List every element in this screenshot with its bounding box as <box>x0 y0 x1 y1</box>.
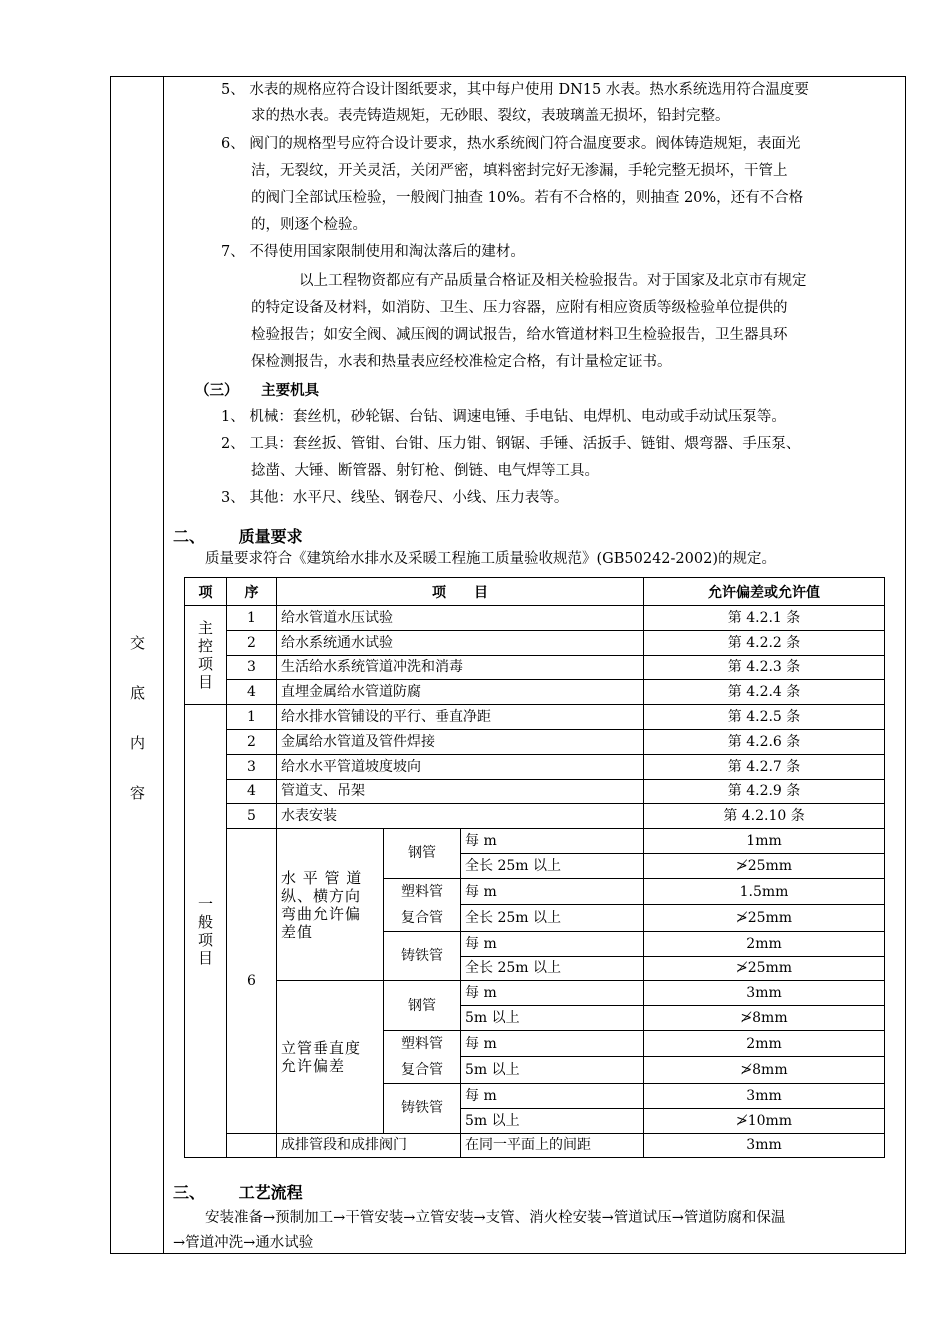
row-scope: 在同一平面上的间距 <box>461 1133 644 1158</box>
tools-item-3: 3、 其他：水平尺、线坠、钢卷尺、小线、压力表等。 <box>221 490 569 506</box>
pipe-type-line: 复合管 <box>401 909 443 926</box>
pipe-type-steel: 钢管 <box>384 829 461 879</box>
pipe-type-steel: 钢管 <box>384 981 461 1031</box>
side-label-char: 交 <box>129 634 145 652</box>
material-item-6-line: 的，则逐个检验。 <box>251 217 367 233</box>
row-number: 3 <box>227 754 277 779</box>
pipe-type-plastic-composite <box>384 878 461 931</box>
row-value: 第 4.2.6 条 <box>644 729 885 754</box>
row-scope: 5m 以上 <box>461 1057 644 1084</box>
process-flow-line: →管道冲洗→通水试验 <box>173 1235 314 1251</box>
row-item: 给水管道水压试验 <box>277 606 644 631</box>
quality-heading-text: 质量要求 <box>238 527 303 546</box>
process-heading-number: 三、 <box>173 1183 206 1202</box>
row-value: 2mm <box>644 931 885 956</box>
table-row <box>185 705 885 730</box>
row-scope: 每 m <box>461 1030 644 1057</box>
row-number: 2 <box>227 729 277 754</box>
disclosure-frame <box>110 76 906 1254</box>
table-row <box>185 1133 885 1158</box>
row-scope: 5m 以上 <box>461 1006 644 1031</box>
side-label-char: 内 <box>129 734 145 752</box>
tools-item-2-line: 捻凿、大锤、断管器、射钉枪、倒链、电气焊等工具。 <box>251 463 599 479</box>
quality-table <box>184 577 885 1158</box>
row-item: 给水水平管道坡度坡向 <box>277 754 644 779</box>
row-number: 4 <box>227 779 277 804</box>
row-item: 管道支、吊架 <box>277 779 644 804</box>
table-row <box>185 779 885 804</box>
general-label-char: 目 <box>197 949 213 968</box>
row-scope: 每 m <box>461 829 644 854</box>
main-label-char: 目 <box>197 673 213 692</box>
row-item: 直埋金属给水管道防腐 <box>277 680 644 705</box>
row-scope: 每 m <box>461 931 644 956</box>
pipe-type-plastic-composite <box>384 1030 461 1083</box>
row-item: 生活给水系统管道冲洗和消毒 <box>277 655 644 680</box>
side-label-column <box>111 77 164 1253</box>
header-category: 项 <box>185 578 227 606</box>
pipe-type-line: 塑料管 <box>401 883 443 900</box>
header-item: 项 目 <box>277 578 644 606</box>
label-line: 纵、横方向 <box>281 886 362 905</box>
horizontal-deviation-label <box>277 829 384 981</box>
table-row <box>185 829 885 854</box>
general-label-char: 项 <box>197 931 213 950</box>
tools-heading-number: （三） <box>195 383 239 399</box>
material-note-line: 检验报告；如安全阀、减压阀的调试报告，给水管道材料卫生检验报告，卫生器具环 <box>251 327 788 343</box>
main-label-char: 项 <box>197 655 213 674</box>
side-label-char: 容 <box>129 784 145 802</box>
row-scope: 5m 以上 <box>461 1108 644 1133</box>
main-control-label <box>185 606 227 705</box>
tools-heading <box>195 381 319 401</box>
table-row <box>185 680 885 705</box>
label-line: 弯曲允许偏 <box>281 904 362 923</box>
vertical-deviation-label <box>277 981 384 1133</box>
material-item-6-line: 的阀门全部试压检验，一般阀门抽查 10%。若有不合格的，则抽查 20%，还有不合格 <box>251 190 804 206</box>
material-note-line: 的特定设备及材料，如消防、卫生、压力容器，应附有相应资质等级检验单位提供的 <box>251 300 788 316</box>
main-label-char: 主 <box>197 619 213 638</box>
row-value: 3mm <box>644 1083 885 1108</box>
row-value: ≯25mm <box>644 853 885 878</box>
row-scope: 全长 25m 以上 <box>461 956 644 981</box>
row-value: 2mm <box>644 1030 885 1057</box>
row-value: 第 4.2.2 条 <box>644 630 885 655</box>
row-value: 1mm <box>644 829 885 854</box>
row-value: ≯8mm <box>644 1006 885 1031</box>
row-number: 5 <box>227 804 277 829</box>
item-6-number: 6 <box>227 829 277 1133</box>
material-item-5-line: 5、 水表的规格应符合设计图纸要求，其中每户使用 DN15 水表。热水系统选用符合温度要 <box>221 82 809 98</box>
general-items-label <box>185 705 227 1158</box>
row-item: 金属给水管道及管件焊接 <box>277 729 644 754</box>
pipe-type-cast-iron: 铸铁管 <box>384 1083 461 1133</box>
table-row <box>185 655 885 680</box>
side-label-char: 底 <box>129 684 145 702</box>
row-value: 第 4.2.3 条 <box>644 655 885 680</box>
row-value: 第 4.2.4 条 <box>644 680 885 705</box>
pipe-type-line: 塑料管 <box>401 1035 443 1052</box>
table-header-row <box>185 578 885 606</box>
disclosure-content <box>165 77 905 1253</box>
label-line: 水 平 管 道 <box>281 868 363 887</box>
quality-heading <box>173 524 303 547</box>
row-number: 1 <box>227 606 277 631</box>
general-label-char: 般 <box>197 913 213 932</box>
material-item-5-line: 求的热水表。表壳铸造规矩，无砂眼、裂纹，表玻璃盖无损坏，铅封完整。 <box>251 108 730 124</box>
quality-heading-number: 二、 <box>173 527 206 546</box>
tools-heading-text: 主要机具 <box>261 383 320 399</box>
row-number: 3 <box>227 655 277 680</box>
row-value: 1.5mm <box>644 878 885 905</box>
row-value: 第 4.2.1 条 <box>644 606 885 631</box>
row-number <box>227 1133 277 1158</box>
row-scope: 全长 25m 以上 <box>461 853 644 878</box>
general-label-char: 一 <box>197 895 213 914</box>
material-note-line: 保检测报告，水表和热量表应经校准检定合格，有计量检定证书。 <box>251 354 672 370</box>
table-row <box>185 630 885 655</box>
pipe-type-cast-iron: 铸铁管 <box>384 931 461 981</box>
table-row <box>185 754 885 779</box>
row-scope: 每 m <box>461 878 644 905</box>
header-tolerance: 允许偏差或允许值 <box>644 578 885 606</box>
row-item: 给水排水管铺设的平行、垂直净距 <box>277 705 644 730</box>
table-row <box>185 729 885 754</box>
main-label-char: 控 <box>197 637 213 656</box>
row-value: ≯25mm <box>644 956 885 981</box>
row-value: 第 4.2.10 条 <box>644 804 885 829</box>
row-value: ≯10mm <box>644 1108 885 1133</box>
row-number: 1 <box>227 705 277 730</box>
label-line: 差值 <box>281 922 314 941</box>
row-value: 3mm <box>644 1133 885 1158</box>
process-heading-text: 工艺流程 <box>238 1183 303 1202</box>
material-note-line: 以上工程物资都应有产品质量合格证及相关检验报告。对于国家及北京市有规定 <box>299 273 807 289</box>
label-line: 允许偏差 <box>281 1056 346 1075</box>
row-value: 3mm <box>644 981 885 1006</box>
row-number: 4 <box>227 680 277 705</box>
process-heading <box>173 1180 303 1203</box>
row-value: ≯25mm <box>644 905 885 932</box>
table-row <box>185 804 885 829</box>
row-item: 成排管段和成排阀门 <box>277 1133 461 1158</box>
row-value: 第 4.2.7 条 <box>644 754 885 779</box>
material-item-7: 7、 不得使用国家限制使用和淘汰落后的建材。 <box>221 244 525 260</box>
row-value: 第 4.2.9 条 <box>644 779 885 804</box>
label-line: 立管垂直度 <box>281 1038 362 1057</box>
row-scope: 全长 25m 以上 <box>461 905 644 932</box>
row-number: 2 <box>227 630 277 655</box>
row-item: 水表安装 <box>277 804 644 829</box>
header-number: 序 <box>227 578 277 606</box>
material-item-6-line: 6、 阀门的规格型号应符合设计要求，热水系统阀门符合温度要求。阀体铸造规矩，表面光 <box>221 136 801 152</box>
row-scope: 每 m <box>461 981 644 1006</box>
row-value: 第 4.2.5 条 <box>644 705 885 730</box>
row-scope: 每 m <box>461 1083 644 1108</box>
row-value: ≯8mm <box>644 1057 885 1084</box>
material-item-6-line: 洁，无裂纹，开关灵活，关闭严密，填料密封完好无渗漏，手轮完整无损坏，干管上 <box>251 163 788 179</box>
tools-item-2-line: 2、 工具：套丝扳、管钳、台钳、压力钳、钢锯、手锤、活扳手、链钳、煨弯器、手压泵、 <box>221 436 801 452</box>
quality-intro: 质量要求符合《建筑给水排水及采暖工程施工质量验收规范》(GB50242-2002)的规定。 <box>205 551 776 567</box>
table-row <box>185 606 885 631</box>
pipe-type-line: 复合管 <box>401 1061 443 1078</box>
tools-item-1: 1、 机械：套丝机，砂轮锯、台钻、调速电锤、手电钻、电焊机、电动或手动试压泵等。 <box>221 409 786 425</box>
row-item: 给水系统通水试验 <box>277 630 644 655</box>
process-flow-line: 安装准备→预制加工→干管安装→立管安装→支管、消火栓安装→管道试压→管道防腐和保温 <box>205 1210 786 1226</box>
table-row <box>185 981 885 1006</box>
